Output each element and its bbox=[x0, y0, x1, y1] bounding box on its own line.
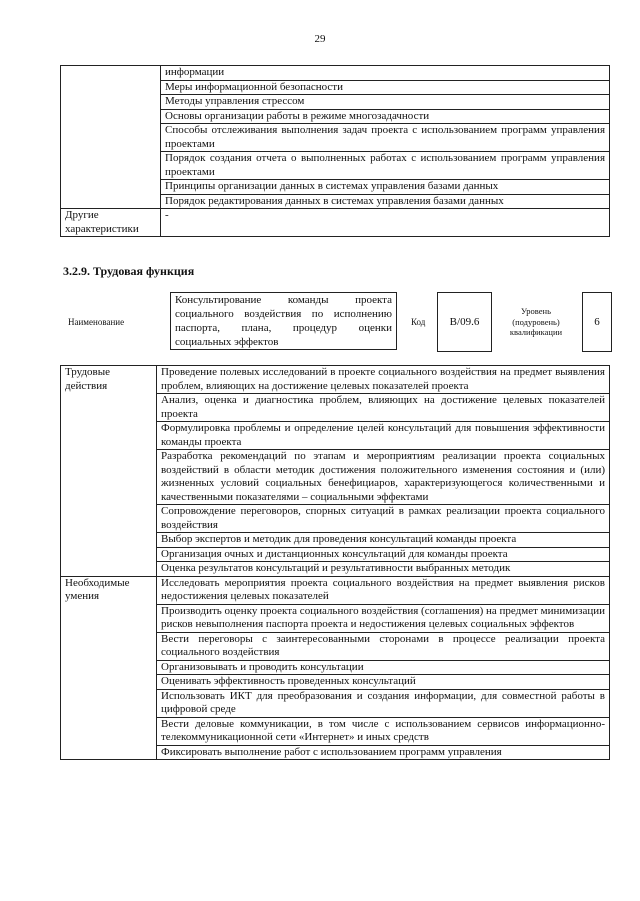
function-name-box: Консультирование команды проекта социального воздействия по исполнению паспорта, плана, процедур оценки социальных эффектов bbox=[170, 292, 397, 350]
knowledge-item: Принципы организации данных в системах управления базами данных bbox=[161, 180, 610, 195]
required-skill-item: Оценивать эффективность проведенных консультаций bbox=[157, 675, 610, 690]
labor-action-item: Проведение полевых исследований в проекте социального воздействия на предмет выявления проблем, влияющих на достижение целевых показателей проекта bbox=[157, 366, 610, 394]
knowledge-item: информации bbox=[161, 66, 610, 81]
table-row bbox=[61, 576, 610, 604]
required-skill-item: Организовывать и проводить консультации bbox=[157, 660, 610, 675]
knowledge-item: Порядок редактирования данных в системах управления базами данных bbox=[161, 194, 610, 209]
required-skills-label: Необходимые умения bbox=[61, 576, 157, 760]
required-skill-item: Вести переговоры с заинтересованными сторонами в процессе реализации проекта социального воздействия bbox=[157, 632, 610, 660]
knowledge-item: Основы организации работы в режиме многозадачности bbox=[161, 109, 610, 124]
knowledge-item: Меры информационной безопасности bbox=[161, 80, 610, 95]
labor-action-item: Анализ, оценка и диагностика проблем, влияющих на достижение целевых показателей проекта bbox=[157, 394, 610, 422]
other-characteristics-label: Другие характеристики bbox=[61, 209, 161, 237]
labor-action-item: Сопровождение переговоров, спорных ситуаций в рамках реализации проекта социального воздействия bbox=[157, 505, 610, 533]
section-title: 3.2.9. Трудовая функция bbox=[63, 264, 195, 278]
required-skill-item: Производить оценку проекта социального воздействия (соглашения) на предмет минимизации рисков невыполнения паспорта проекта и недостижения целевых социальных эффектов bbox=[157, 604, 610, 632]
table-row bbox=[61, 66, 610, 81]
labor-actions-label: Трудовые действия bbox=[61, 366, 157, 577]
table-row bbox=[61, 209, 610, 237]
level-label: Уровень (подуровень) квалификации bbox=[509, 306, 563, 337]
level-value-box: 6 bbox=[582, 292, 612, 352]
labor-action-item: Организация очных и дистанционных консультаций для команды проекта bbox=[157, 547, 610, 562]
other-characteristics-value: - bbox=[161, 209, 610, 237]
labor-action-item: Формулировка проблемы и определение целей консультаций для повышения эффективности команды проекта bbox=[157, 422, 610, 450]
required-skill-item: Вести деловые коммуникации, в том числе с использованием сервисов информационно-телекоммуникационной сети «Интернет» и иных средств bbox=[157, 717, 610, 745]
function-details-table bbox=[60, 365, 610, 760]
table-row bbox=[61, 366, 610, 394]
knowledge-continuation-table bbox=[60, 65, 610, 237]
page-number: 29 bbox=[314, 33, 326, 45]
labor-action-item: Выбор экспертов и методик для проведения консультаций команды проекта bbox=[157, 533, 610, 548]
labor-action-item: Оценка результатов консультаций и результативности выбранных методик bbox=[157, 562, 610, 577]
required-skill-item: Фиксировать выполнение работ с использованием программ управления bbox=[157, 745, 610, 760]
code-value-box: B/09.6 bbox=[437, 292, 492, 352]
required-skill-item: Использовать ИКТ для преобразования и создания информации, для совместной работы в цифровой среде bbox=[157, 689, 610, 717]
code-label: Код bbox=[411, 317, 426, 327]
function-header bbox=[0, 292, 640, 354]
labor-action-item: Разработка рекомендаций по этапам и мероприятиям реализации проекта социальных воздействий в области методик достижения положительного изменения состояния и (или) жизненных условий социальных бенефициаров, характеризующегося количественными и качественными показателями – социальными эффектами bbox=[157, 450, 610, 505]
required-skill-item: Исследовать мероприятия проекта социального воздействия на предмет выявления рисков недостижения целевых показателей bbox=[157, 576, 610, 604]
knowledge-item: Методы управления стрессом bbox=[161, 95, 610, 110]
knowledge-label-cell bbox=[61, 66, 161, 209]
knowledge-item: Порядок создания отчета о выполненных работах с использованием программ управления проектами bbox=[161, 152, 610, 180]
knowledge-item: Способы отслеживания выполнения задач проекта с использованием программ управления проектами bbox=[161, 124, 610, 152]
name-label: Наименование bbox=[68, 317, 125, 327]
